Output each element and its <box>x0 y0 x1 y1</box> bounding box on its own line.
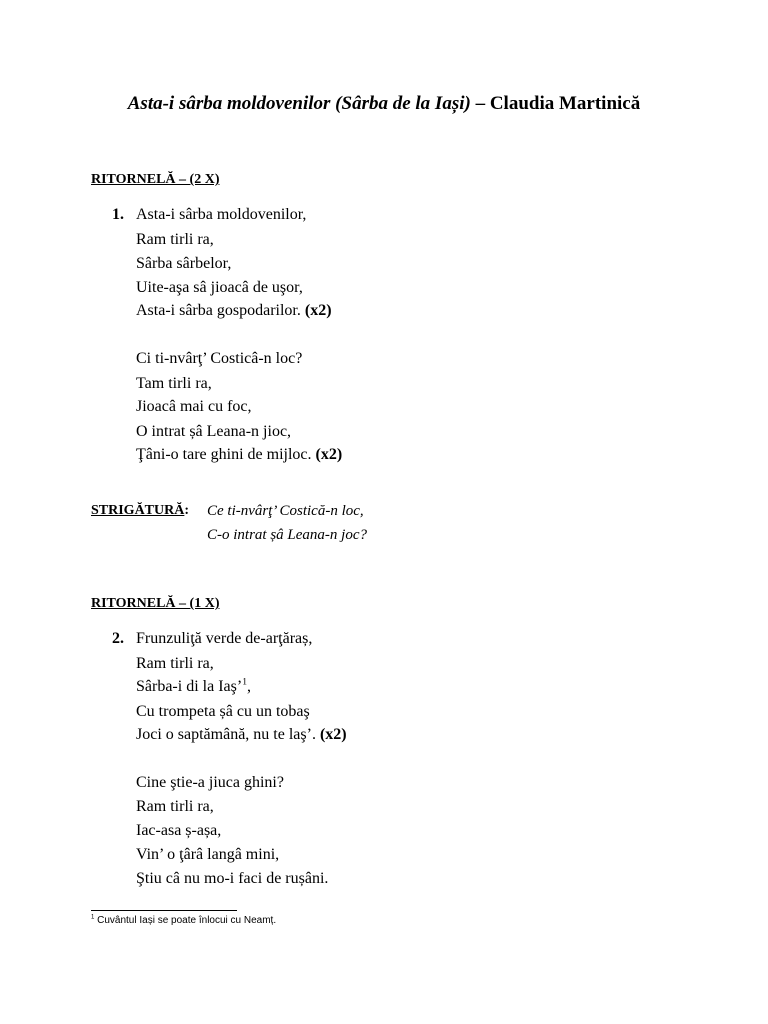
footnote: $^1$ Cuvântul Iași se poate înlocui cu Neamț. <box>91 914 277 926</box>
verse-number-1: 1. <box>112 206 124 223</box>
footnote-ref: 1 <box>242 676 247 688</box>
verse1-line: O intrat șâ Leana-n jioc, <box>136 423 292 440</box>
verse2-line: Vin’ o ţârâ langâ mini, <box>136 846 280 863</box>
verse1-line: Jioacâ mai cu foc, <box>136 398 252 415</box>
strigatura-line: Ce ti-nvârţ’ Costică-n loc, <box>207 503 364 519</box>
verse2-line: Frunzuliţă verde de-arţăraș, <box>136 630 313 647</box>
verse2-line: Sârba-i di la Iaş’$^1$, <box>136 676 251 695</box>
page-title <box>0 93 768 115</box>
repeat-marker: (x2) <box>319 726 347 743</box>
verse1-line: Asta-i sârba moldovenilor, <box>136 206 307 223</box>
repeat-marker: (x2) <box>315 446 343 463</box>
verse1-line: Ci ti-nvârţ’ Costicâ-n loc? <box>136 350 303 367</box>
verse2-line: Ram tirli ra, <box>136 655 214 672</box>
verse-number-2: 2. <box>112 630 124 647</box>
verse2-line: Cu trompeta șâ cu un tobaş <box>136 703 310 720</box>
verse2-line: Joci o saptămână, nu te laş’. (x2) <box>136 726 347 743</box>
ritornela-heading-2: RITORNELĂ – (1 X) <box>91 596 220 611</box>
verse2-line: Cine ştie-a jiuca ghini? <box>136 774 284 791</box>
verse2-line: Ştiu câ nu mo-i faci de rușâni. <box>136 870 329 887</box>
verse1-line: Ţâni-o tare ghini de mijloc. (x2) <box>136 446 343 463</box>
title-song-name: Asta-i sârba moldovenilor (Sârba de la Iași) <box>127 93 471 114</box>
verse1-line: Tam tirli ra, <box>136 375 212 392</box>
verse1-line: Ram tirli ra, <box>136 231 214 248</box>
strigatura-label: STRIGĂTURĂ: <box>91 503 190 518</box>
repeat-marker: (x2) <box>304 302 332 319</box>
verse2-line: Iac-asa ș-așa, <box>136 822 222 839</box>
verse1-line: Sârba sârbelor, <box>136 255 232 272</box>
ritornela-heading-1: RITORNELĂ – (2 X) <box>91 172 220 187</box>
verse2-line: Ram tirli ra, <box>136 798 214 815</box>
footnote-divider <box>91 910 237 911</box>
verse1-line: Uite-aşa sâ jioacâ de uşor, <box>136 279 303 296</box>
title-author: – Claudia Martinică <box>470 93 641 114</box>
verse1-line: Asta-i sârba gospodarilor. (x2) <box>136 302 332 319</box>
strigatura-line: C-o intrat șâ Leana-n joc? <box>207 527 367 543</box>
